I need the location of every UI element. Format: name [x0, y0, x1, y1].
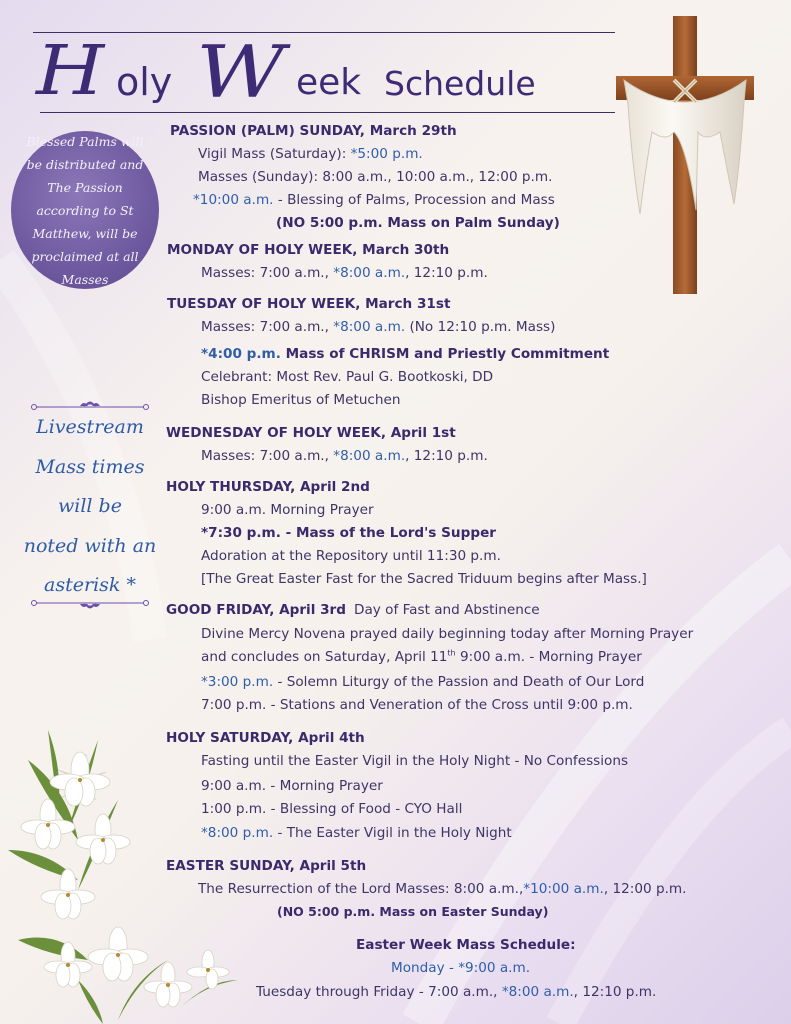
thursday-adoration: Adoration at the Repository until 11:30 p.m. — [201, 548, 501, 564]
palm-note: (NO 5:00 p.m. Mass on Palm Sunday) — [276, 215, 560, 231]
easter-star: *10:00 a.m. — [523, 881, 604, 897]
wednesday-masses — [201, 447, 488, 465]
monday-masses — [201, 264, 488, 282]
title-h: H — [36, 32, 105, 111]
ornament-bottom-icon — [28, 598, 152, 614]
friday-novena: Divine Mercy Novena prayed daily beginning today after Morning Prayer — [201, 626, 694, 642]
friday-liturgy-time: *3:00 p.m. — [201, 674, 274, 690]
lilies-icon — [8, 730, 248, 1024]
tuesday-celebrant: Celebrant: Most Rev. Paul G. Bootkoski, DD — [201, 369, 494, 385]
page-title — [34, 30, 614, 114]
wednesday-post: , 12:10 p.m. — [405, 448, 488, 464]
saturday-vigil-time: *8:00 p.m. — [201, 825, 274, 841]
easter-post: , 12:00 p.m. — [603, 881, 687, 897]
easter-heading: EASTER SUNDAY, April 5th — [166, 858, 367, 874]
saturday-heading: HOLY SATURDAY, April 4th — [166, 730, 365, 746]
palm-vigil — [198, 145, 423, 163]
livestream-text — [22, 408, 158, 606]
tuesday-star: *8:00 a.m. — [333, 319, 406, 335]
palm-vigil-time: *5:00 p.m. — [350, 146, 423, 162]
friday-heading-note: Day of Fast and Abstinence — [354, 602, 540, 618]
easter-note: (NO 5:00 p.m. Mass on Easter Sunday) — [277, 904, 549, 919]
tuesday-post: (No 12:10 p.m. Mass) — [405, 319, 556, 335]
tuesday-chrism — [201, 345, 609, 363]
easter-pre: The Resurrection of the Lord Masses: 8:00 a.m., — [198, 881, 524, 897]
palm-masses: Masses (Sunday): 8:00 a.m., 10:00 a.m., 12:00 p.m. — [198, 169, 553, 185]
tuesday-bishop: Bishop Emeritus of Metuchen — [201, 392, 401, 408]
thursday-supper: *7:30 p.m. - Mass of the Lord's Supper — [201, 525, 496, 541]
week-tf-pre: Tuesday through Friday - 7:00 a.m., — [256, 984, 502, 1000]
wednesday-star: *8:00 a.m. — [333, 448, 406, 464]
monday-heading: MONDAY OF HOLY WEEK, March 30th — [167, 242, 450, 258]
thursday-heading: HOLY THURSDAY, April 2nd — [166, 479, 370, 495]
thursday-fast: [The Great Easter Fast for the Sacred Triduum begins after Mass.] — [201, 571, 647, 587]
palms-note-bubble — [11, 131, 159, 289]
palms-note-text: Blessed Palms will be distributed and The Passion according to St Matthew, will be proclaimed at all Masses — [26, 133, 144, 287]
tuesday-masses — [201, 318, 555, 336]
week-tuesday-friday — [256, 983, 656, 1001]
palm-blessing-desc: - Blessing of Palms, Procession and Mass — [273, 192, 555, 208]
monday-pre: Masses: 7:00 a.m., — [201, 265, 334, 281]
livestream-line: asterisk * — [44, 574, 136, 596]
palm-vigil-label: Vigil Mass (Saturday): — [198, 146, 351, 162]
friday-liturgy — [201, 673, 644, 691]
tuesday-chrism-desc: Mass of CHRISM and Priestly Commitment — [280, 346, 610, 362]
title-w: W — [196, 30, 285, 114]
friday-heading: GOOD FRIDAY, April 3rd — [166, 602, 346, 618]
saturday-fasting: Fasting until the Easter Vigil in the Holy Night - No Confessions — [201, 753, 629, 769]
week-heading: Easter Week Mass Schedule: — [356, 937, 576, 953]
livestream-line: noted with an — [23, 534, 157, 557]
friday-heading-line — [166, 601, 540, 619]
title-underline — [40, 112, 615, 113]
wednesday-pre: Masses: 7:00 a.m., — [201, 448, 334, 464]
week-tf-star: *8:00 a.m. — [501, 984, 574, 1000]
week-tf-post: , 12:10 p.m. — [573, 984, 657, 1000]
friday-concludes-sup: th — [447, 648, 456, 658]
tuesday-pre: Masses: 7:00 a.m., — [201, 319, 334, 335]
friday-liturgy-desc: - Solemn Liturgy of the Passion and Death of Our Lord — [273, 674, 645, 690]
palm-heading: PASSION (PALM) SUNDAY, March 29th — [170, 123, 457, 139]
saturday-prayer: 9:00 a.m. - Morning Prayer — [201, 778, 383, 794]
thursday-prayer: 9:00 a.m. Morning Prayer — [201, 502, 374, 518]
title-eek: eek — [296, 62, 362, 103]
palm-blessing — [193, 191, 555, 209]
monday-post: , 12:10 p.m. — [405, 265, 488, 281]
livestream-note — [22, 396, 158, 616]
easter-masses — [198, 880, 686, 898]
friday-concludes-pre: and concludes on Saturday, April 11 — [201, 649, 448, 665]
top-rule — [33, 32, 615, 33]
saturday-food: 1:00 p.m. - Blessing of Food - CYO Hall — [201, 801, 463, 817]
tuesday-chrism-time: *4:00 p.m. — [201, 346, 281, 362]
week-monday: Monday - *9:00 a.m. — [391, 960, 531, 976]
livestream-line: will be — [58, 495, 122, 517]
friday-concludes-post: 9:00 a.m. - Morning Prayer — [455, 649, 642, 665]
friday-stations: 7:00 p.m. - Stations and Veneration of the Cross until 9:00 p.m. — [201, 697, 633, 713]
wednesday-heading: WEDNESDAY OF HOLY WEEK, April 1st — [166, 425, 456, 441]
saturday-vigil-desc: - The Easter Vigil in the Holy Night — [273, 825, 512, 841]
monday-star: *8:00 a.m. — [333, 265, 406, 281]
friday-concludes — [201, 648, 642, 666]
tuesday-heading: TUESDAY OF HOLY WEEK, March 31st — [167, 296, 451, 312]
livestream-line: Mass times — [35, 455, 145, 478]
cross-icon — [610, 14, 760, 296]
title-schedule: Schedule — [384, 64, 536, 103]
livestream-line: Livestream — [36, 416, 144, 438]
title-oly: oly — [116, 60, 173, 104]
palm-blessing-time: *10:00 a.m. — [193, 192, 274, 208]
